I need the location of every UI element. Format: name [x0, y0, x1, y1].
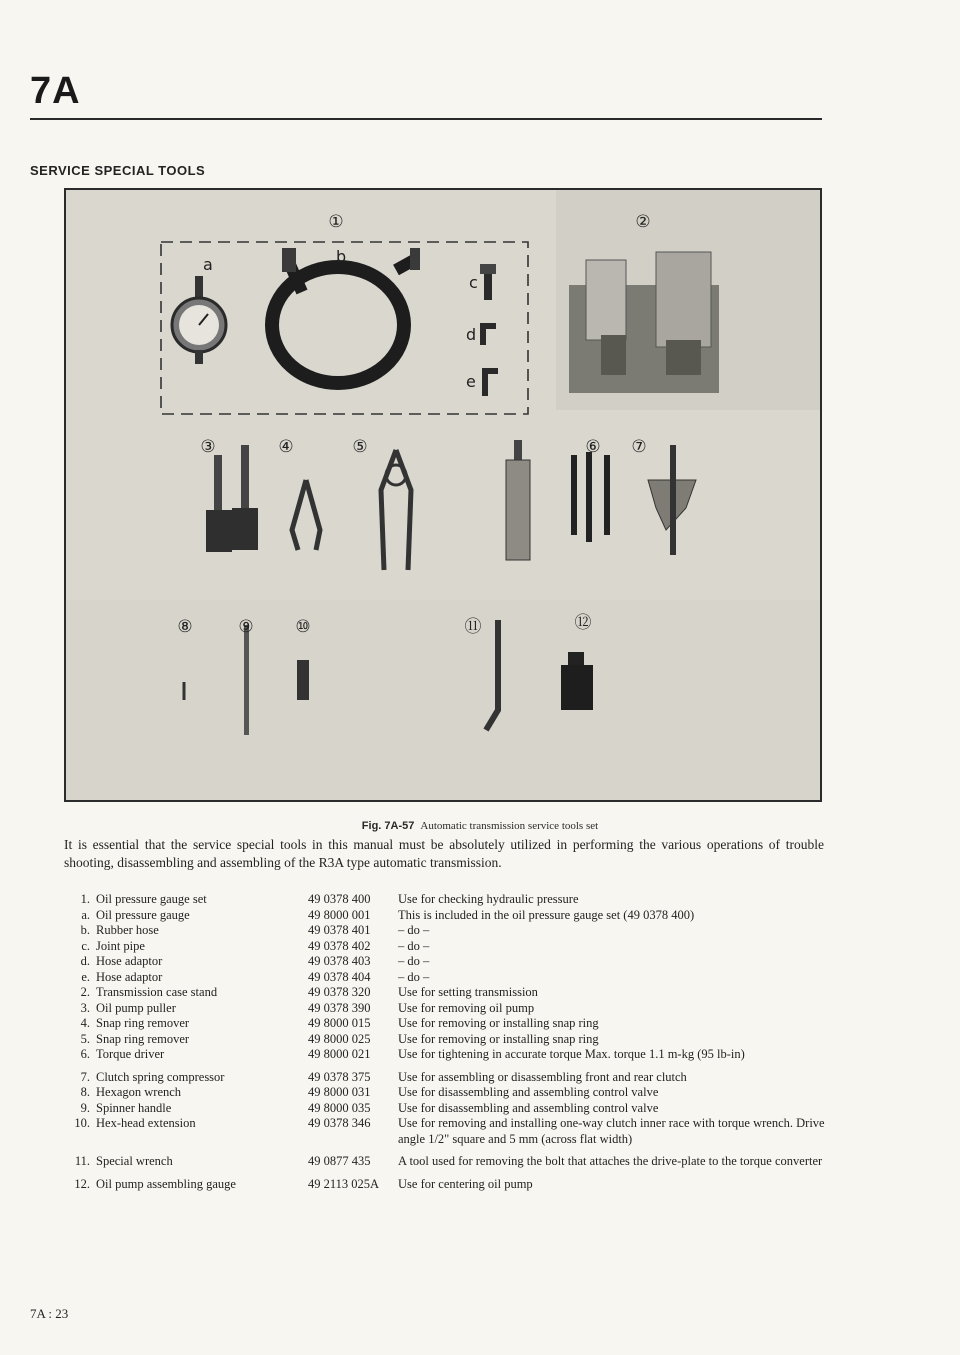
tool-row — [64, 985, 834, 1001]
tool-part-number: 49 2113 025A — [308, 1176, 380, 1191]
tool-name: Joint pipe — [96, 938, 145, 953]
callout-8: ⑧ — [177, 617, 193, 637]
tool-index: b. — [80, 923, 90, 937]
tool-row — [64, 1047, 834, 1063]
tool-part-number: 49 8000 021 — [308, 1047, 371, 1061]
tool-part-number: 49 0378 404 — [308, 969, 371, 984]
sub-label-e: e — [466, 372, 476, 391]
tool-part-number: 49 0877 435 — [308, 1154, 371, 1168]
tool-row — [64, 1116, 834, 1147]
page-title: SERVICE SPECIAL TOOLS — [30, 163, 206, 178]
tool-index: 2. — [80, 985, 90, 999]
tool-part-number: 49 8000 015 — [308, 1016, 371, 1030]
tool-part-number: 49 0378 375 — [308, 1069, 371, 1084]
tool-index: c. — [81, 938, 90, 953]
tool-row — [64, 908, 834, 924]
tool-name: Oil pressure gauge — [96, 907, 190, 922]
callout-6: ⑥ — [585, 437, 601, 457]
tool-index: 7. — [80, 1069, 90, 1084]
tool-part-number: 49 0378 346 — [308, 1116, 371, 1130]
tool-row — [64, 1001, 834, 1017]
sub-label-c: c — [469, 273, 478, 292]
sub-label-b: b — [336, 247, 347, 266]
tools-table — [64, 892, 834, 1192]
tool-index: 5. — [80, 1031, 90, 1046]
tool-index: 1. — [80, 892, 90, 906]
tool-part-number: 49 0378 403 — [308, 954, 371, 968]
intro-paragraph: It is essential that the service special tools in this manual must be absolutely utilized in performing the various operations of trouble shooting, disassembling and assembling of the R3A type automatic transmission. — [64, 837, 824, 870]
callout-9: ⑨ — [238, 617, 254, 637]
tool-index: 11. — [74, 1154, 90, 1168]
tool-row — [64, 1016, 834, 1032]
callout-3: ③ — [200, 437, 216, 457]
tool-index: d. — [80, 954, 90, 968]
tool-part-number: 49 0378 320 — [308, 985, 371, 999]
tool-usage: – do – — [398, 969, 430, 984]
tool-index: 6. — [80, 1047, 90, 1061]
tool-row — [64, 1032, 834, 1048]
tool-name: Hex-head extension — [96, 1116, 196, 1130]
tool-usage: Use for removing or installing snap ring — [398, 1016, 599, 1030]
tool-part-number: 49 8000 025 — [308, 1031, 371, 1046]
tool-usage: Use for setting transmission — [398, 985, 538, 999]
tool-name: Hose adaptor — [96, 954, 163, 968]
tool-name: Torque driver — [96, 1047, 165, 1061]
tool-row — [64, 1170, 834, 1193]
header-rule — [30, 118, 822, 120]
tool-part-number: 49 0378 400 — [308, 892, 371, 906]
tool-usage: Use for tightening in accurate torque Max. torque 1.1 m-kg (95 lb-in) — [398, 1047, 745, 1061]
tool-usage: Use for checking hydraulic pressure — [398, 892, 579, 906]
tool-index: 4. — [80, 1016, 90, 1030]
tool-index: 10. — [74, 1116, 90, 1130]
tool-part-number: 49 8000 031 — [308, 1085, 371, 1099]
sub-label-a: a — [203, 255, 213, 274]
tool-usage: Use for disassembling and assembling control valve — [398, 1100, 659, 1115]
tool-usage: Use for removing oil pump — [398, 1000, 535, 1015]
tool-part-number: 49 0378 390 — [308, 1000, 371, 1015]
tool-name: Hexagon wrench — [96, 1085, 182, 1099]
figure-number: Fig. 7A-57 — [361, 820, 415, 832]
tool-name: Spinner handle — [96, 1100, 172, 1115]
tool-part-number: 49 0378 401 — [308, 923, 371, 937]
tool-name: Oil pump puller — [96, 1000, 176, 1015]
tool-index: 9. — [80, 1100, 90, 1115]
tool-usage: A tool used for removing the bolt that attaches the drive-plate to the torque converter — [398, 1154, 823, 1168]
tool-part-number: 49 8000 035 — [308, 1100, 371, 1115]
tool-row — [64, 1085, 834, 1101]
tool-row — [64, 1101, 834, 1117]
tool-name: Snap ring remover — [96, 1031, 190, 1046]
figure-caption — [0, 820, 960, 832]
tool-usage: – do – — [398, 954, 430, 968]
tool-name: Transmission case stand — [96, 985, 218, 999]
tool-name: Hose adaptor — [96, 969, 163, 984]
tool-usage: Use for centering oil pump — [398, 1176, 533, 1191]
tool-row — [64, 1147, 834, 1170]
callout-10: ⑩ — [295, 617, 311, 637]
callout-1: ① — [328, 212, 344, 232]
tool-usage: Use for removing or installing snap ring — [398, 1031, 599, 1046]
spinner-handle — [244, 625, 249, 735]
tool-index: 12. — [74, 1176, 90, 1191]
tool-row — [64, 939, 834, 955]
page-number: 7A : 23 — [30, 1306, 69, 1321]
tools-photo — [64, 188, 822, 802]
tools-illustration — [66, 190, 822, 802]
tool-index: a. — [81, 907, 90, 922]
callout-12: ⑫ — [574, 613, 592, 633]
callout-4: ④ — [278, 437, 294, 457]
tool-name: Oil pressure gauge set — [96, 892, 207, 906]
callout-2: ② — [635, 212, 651, 232]
sub-label-d: d — [466, 325, 477, 344]
tool-index: 8. — [80, 1085, 90, 1099]
callout-7: ⑦ — [631, 437, 647, 457]
tool-row — [64, 954, 834, 970]
hex-head-extension — [297, 660, 309, 700]
tool-row — [64, 892, 834, 908]
tool-name: Rubber hose — [96, 923, 159, 937]
tool-row — [64, 1063, 834, 1086]
tool-part-number: 49 8000 001 — [308, 907, 371, 922]
section-number: 7A — [30, 70, 81, 112]
tool-row — [64, 970, 834, 986]
tool-usage: This is included in the oil pressure gauge set (49 0378 400) — [398, 907, 695, 922]
tool-usage: Use for assembling or disassembling front and rear clutch — [398, 1069, 687, 1084]
tool-index: 3. — [80, 1000, 90, 1015]
tool-name: Clutch spring compressor — [96, 1069, 225, 1084]
callout-5: ⑤ — [352, 437, 368, 457]
tool-usage: Use for removing and installing one-way clutch inner race with torque wrench. Drive angle 1/2" square and 5 mm (across flat width) — [398, 1116, 825, 1146]
callout-11: ⑪ — [464, 617, 482, 637]
tool-part-number: 49 0378 402 — [308, 938, 371, 953]
figure-caption-text: Automatic transmission service tools set — [420, 820, 599, 832]
tool-index: e. — [81, 969, 90, 984]
tool-usage: Use for disassembling and assembling control valve — [398, 1085, 659, 1099]
tool-usage: – do – — [398, 923, 430, 937]
tool-name: Oil pump assembling gauge — [96, 1176, 236, 1191]
tool-usage: – do – — [398, 938, 430, 953]
tool-row — [64, 923, 834, 939]
tool-name: Snap ring remover — [96, 1016, 190, 1030]
tool-name: Special wrench — [96, 1154, 173, 1168]
